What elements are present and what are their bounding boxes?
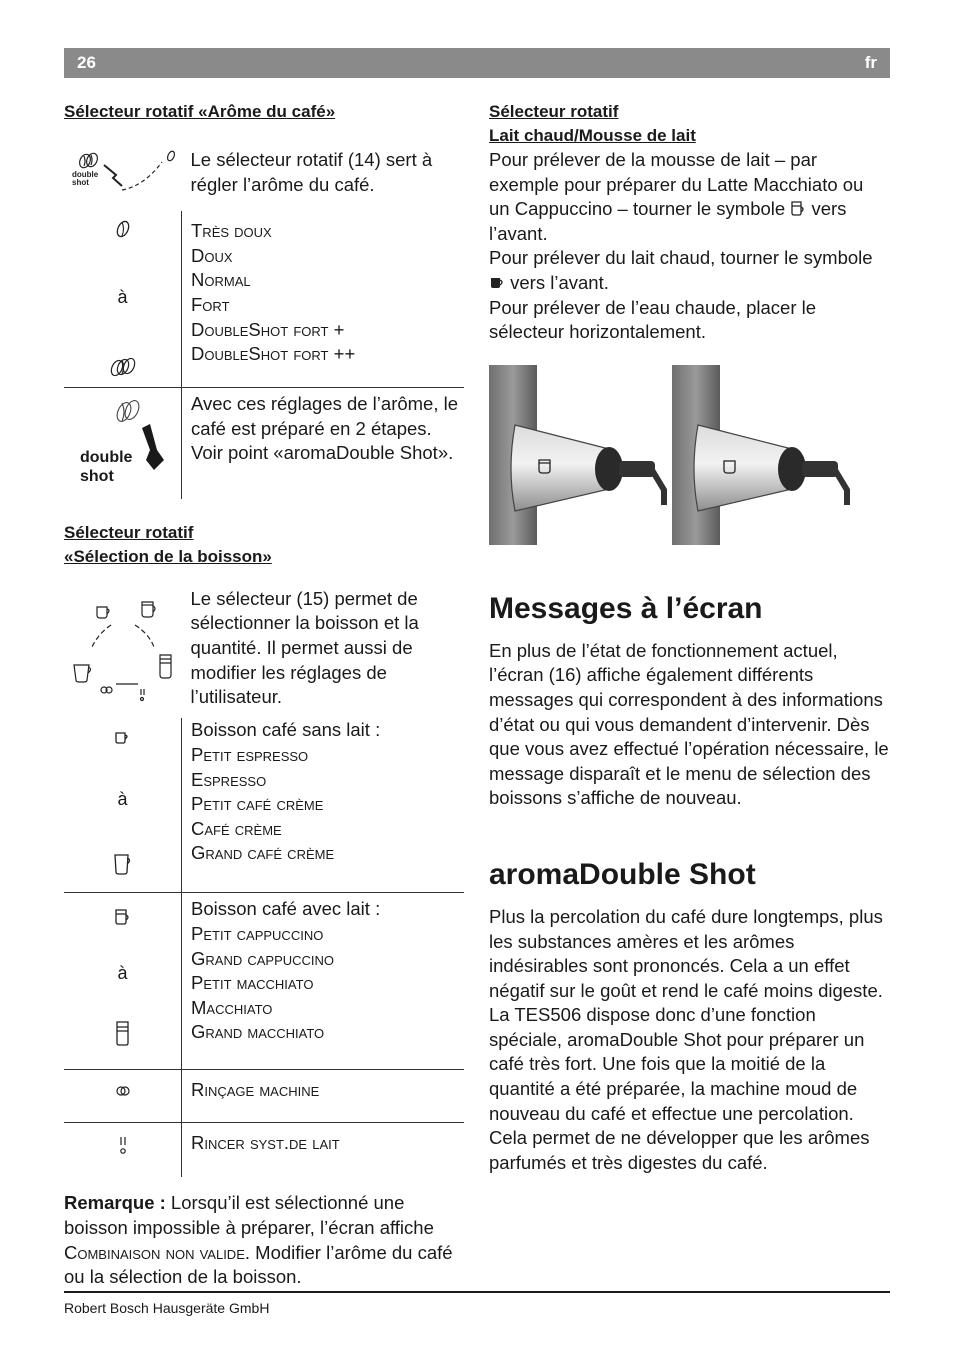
double-label: double <box>80 449 133 467</box>
milk-nozzle-images <box>489 365 889 545</box>
rinse-milk-label: Rincer syst.de lait <box>182 1123 465 1178</box>
remark-paragraph <box>64 1191 464 1289</box>
aroma-level: Fort <box>191 293 230 315</box>
aroma-dial-icon <box>64 148 181 200</box>
single-bean-icon <box>114 219 132 239</box>
remark-label: Remarque : <box>64 1192 166 1214</box>
language-code: fr <box>864 53 877 72</box>
hot-milk-cup-icon <box>489 276 505 290</box>
three-beans-icon <box>109 355 137 379</box>
no-milk-list <box>182 718 465 893</box>
remark-text-before: Lorsqu’il est sélectionné une boisson impossible à préparer, l’écran affiche <box>64 1192 434 1238</box>
milk-selector-heading <box>489 100 889 148</box>
messages-text: En plus de l’état de fonctionnement actuel, l’écran (16) affiche également différents messages qui correspondent à des informations d’état ou qui vous demandent d’intervenir. Dès que vous avez effectué l’opération nécessaire, le message disparaît et le menu de sélection des boissons s’affiche de nouveau. <box>489 639 889 809</box>
drink-selector-heading <box>64 521 464 569</box>
no-milk-icon-cell <box>64 718 182 893</box>
drink-option: Petit macchiato <box>191 972 314 994</box>
drink-heading-line2: «Sélection de la boisson» <box>64 546 272 566</box>
aroma-intro: Le sélecteur rotatif (14) sert à régler l’arôme du café. <box>190 149 433 195</box>
right-column <box>489 100 889 1175</box>
footer-divider <box>64 1291 890 1293</box>
footer-company: Robert Bosch Hausgeräte GmbH <box>64 1300 270 1316</box>
drink-option: Espresso <box>191 768 267 790</box>
drink-option: Petit espresso <box>191 743 309 765</box>
milk-list <box>182 893 465 1070</box>
drink-option: Café crème <box>191 817 282 839</box>
shot-label: shot <box>80 468 114 486</box>
milk-heading-line2: Lait chaud/Mousse de lait <box>489 126 696 145</box>
drink-option: Petit café crème <box>191 793 324 815</box>
aroma-level: DoubleShot fort + <box>191 318 345 340</box>
milk-title: Boisson café avec lait : <box>191 898 381 920</box>
milk-range-to-label: à <box>117 963 128 984</box>
no-milk-title: Boisson café sans lait : <box>191 719 381 741</box>
milk-heading-line1: Sélecteur rotatif <box>489 102 619 121</box>
rinse-icon <box>114 1084 132 1098</box>
drink-intro: Le sélecteur (15) permet de sélectionner la boisson et la quantité. Il permet aussi de modifier les réglages de l’utilisateur. <box>190 587 419 708</box>
messages-title: Messages à l’écran <box>489 591 763 625</box>
small-cup-icon <box>114 730 132 746</box>
aroma-level: DoubleShot fort ++ <box>191 343 356 365</box>
aroma-dial-cell <box>64 148 182 211</box>
aroma-level: Normal <box>191 269 251 291</box>
aroma-range-to-label: à <box>117 286 128 307</box>
drink-table <box>64 587 464 1178</box>
double-shot-icon-cell <box>64 388 182 499</box>
page-header-bar <box>64 48 890 78</box>
remark-text-after: . Modifier l’arôme du café ou la sélection de la boisson. <box>64 1241 453 1288</box>
aroma-double-shot-text: Plus la percolation du café dure longtemps, plus les substances amères et les arômes indésirables sont prononcés. Cela a un effet négatif sur le goût et rend le café moins digeste. La TES506 dispose donc d’une fonction spéciale, aromaDouble Shot pour préparer un café très fort. Une fois que la moitié de la quantité a été préparée, la machine moud de nouveau du café et effectue une percolation. Cela permet de ne développer que les arômes parfumés et très digestes du café. <box>489 905 883 1173</box>
nozzle-image-1 <box>489 365 664 545</box>
left-column <box>64 100 464 1290</box>
aroma-table <box>64 148 464 499</box>
drink-heading-line1: Sélecteur rotatif <box>64 522 194 542</box>
milk-nozzle-illustrations <box>489 365 889 545</box>
dial-shot-label: shot <box>72 178 89 187</box>
rinse-milk-icon-cell <box>64 1123 182 1178</box>
nozzle-image-2 <box>672 365 847 545</box>
page-number: 26 <box>77 53 96 72</box>
double-shot-description: Avec ces réglages de l’arôme, le café est préparé en 2 étapes. Voir point «aromaDouble Shot». <box>182 388 465 499</box>
rinse-label: Rinçage machine <box>182 1070 465 1123</box>
milk-foam-cup-icon <box>790 199 806 217</box>
drink-option: Petit cappuccino <box>191 922 324 944</box>
drink-option: Grand cappuccino <box>191 947 335 969</box>
aroma-level: Très doux <box>191 220 272 242</box>
no-milk-range-to-label: à <box>117 789 128 810</box>
dial-double-label: double <box>72 170 99 179</box>
double-shot-icon <box>64 388 181 492</box>
aroma-double-shot-title: aromaDouble Shot <box>489 857 756 891</box>
drink-dial-cell <box>64 587 182 719</box>
rinse-milk-icon <box>116 1135 130 1157</box>
large-cup-icon <box>113 852 133 878</box>
drink-option: Grand café crème <box>191 842 335 864</box>
cappuccino-cup-icon <box>113 907 133 927</box>
macchiato-glass-icon <box>114 1019 132 1047</box>
drink-option: Macchiato <box>191 996 273 1018</box>
aroma-levels-list <box>182 211 465 388</box>
remark-display-message: Combinaison non valide <box>64 1241 245 1263</box>
milk-selector-text: Pour prélever de la mousse de lait – par exemple pour préparer du Latte Macchiato ou un Cappuccino – tourner le symbole vers l’avant. Pour prélever du lait chaud, tourner le symbole vers l’avant. Pour prélever de l’eau chaude, placer le sélecteur horizontalement. <box>489 149 873 343</box>
rinse-icon-cell <box>64 1070 182 1123</box>
aroma-level: Doux <box>191 244 233 266</box>
aroma-selector-heading: Sélecteur rotatif «Arôme du café» <box>64 102 336 121</box>
aroma-levels-icon-cell <box>64 211 182 388</box>
drink-option: Grand macchiato <box>191 1021 325 1043</box>
milk-icon-cell <box>64 893 182 1070</box>
drink-dial-icon <box>64 587 181 712</box>
